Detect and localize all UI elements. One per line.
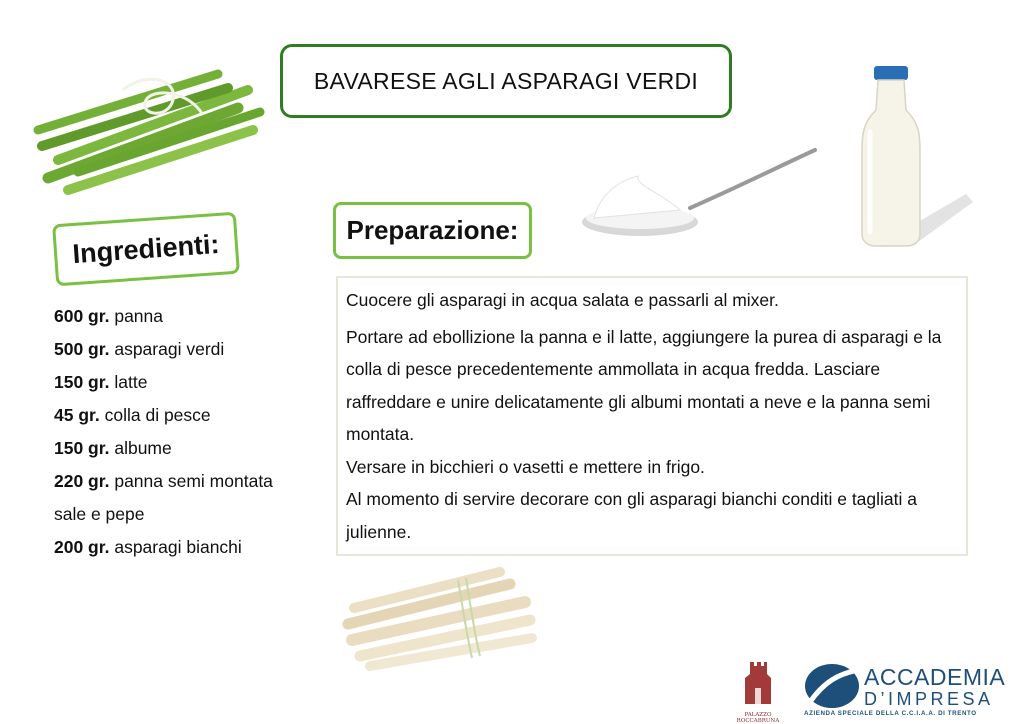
ingredient-row	[54, 531, 273, 564]
accademia-line1: ACCADEMIA	[864, 664, 1006, 690]
preparation-step: Al momento di servire decorare con gli asparagi bianchi conditi e tagliati a julienne.	[346, 489, 917, 542]
ingredient-row	[54, 366, 273, 399]
accademia-impresa-logo	[804, 660, 1010, 720]
ingredient-name: latte	[114, 372, 148, 392]
ingredient-qty: 150 gr.	[54, 438, 110, 458]
accademia-line2: D’IMPRESA	[864, 689, 994, 709]
ingredient-name: asparagi bianchi	[114, 537, 242, 557]
ingredient-qty: 600 gr.	[54, 306, 110, 326]
ingredient-row	[54, 465, 273, 498]
recipe-title-box	[280, 44, 732, 118]
spoon-cream-image	[580, 146, 820, 246]
preparation-heading-box	[333, 202, 532, 259]
ingredient-name: panna	[114, 306, 164, 326]
accademia-emblem-icon	[804, 662, 862, 710]
ingredient-row	[54, 498, 273, 531]
accademia-line3: AZIENDA SPECIALE DELLA C.C.I.A.A. DI TRENTO	[804, 710, 977, 717]
palazzo-roccabruna-logo	[733, 658, 783, 724]
preparation-step: Cuocere gli asparagi in acqua salata e passarli al mixer.	[346, 290, 779, 310]
preparation-heading: Preparazione:	[346, 215, 519, 245]
recipe-title: BAVARESE AGLI ASPARAGI VERDI	[313, 67, 699, 94]
ingredient-row	[54, 399, 273, 432]
ingredient-row	[54, 432, 273, 465]
ingredients-heading: Ingredienti:	[71, 228, 221, 269]
ingredient-qty: 220 gr.	[54, 471, 110, 491]
ingredient-name: colla di pesce	[104, 405, 211, 425]
ingredient-name: albume	[114, 438, 172, 458]
ingredients-list	[54, 300, 273, 564]
castle-icon	[733, 658, 783, 708]
white-asparagus-image	[340, 562, 540, 672]
ingredient-qty: 200 gr.	[54, 537, 110, 557]
ingredient-row	[54, 300, 273, 333]
ingredients-heading-box	[52, 212, 240, 287]
ingredient-qty: 150 gr.	[54, 372, 110, 392]
ingredient-row	[54, 333, 273, 366]
ingredient-name: sale e pepe	[54, 504, 145, 524]
castle-caption-line2: ROCCABRUNA	[736, 718, 780, 724]
ingredient-qty: 500 gr.	[54, 339, 110, 359]
preparation-text-box	[336, 276, 968, 556]
ingredient-name: panna semi montata	[114, 471, 273, 491]
ingredient-name: asparagi verdi	[114, 339, 225, 359]
milk-bottle-image	[848, 62, 978, 252]
preparation-step: Versare in bicchieri o vasetti e mettere in frigo.	[346, 456, 705, 477]
ingredient-qty: 45 gr.	[54, 405, 100, 425]
preparation-step: Portare ad ebollizione la panna e il latte, aggiungere la purea di asparagi e la colla di pesce precedentemente ammollata in acqua fredda. Lasciare raffreddare e unire delicatamente gli albumi montati a neve e la panna semi montata.	[346, 326, 942, 444]
green-asparagus-image	[28, 60, 268, 200]
castle-caption-line1: PALAZZO	[744, 712, 772, 718]
